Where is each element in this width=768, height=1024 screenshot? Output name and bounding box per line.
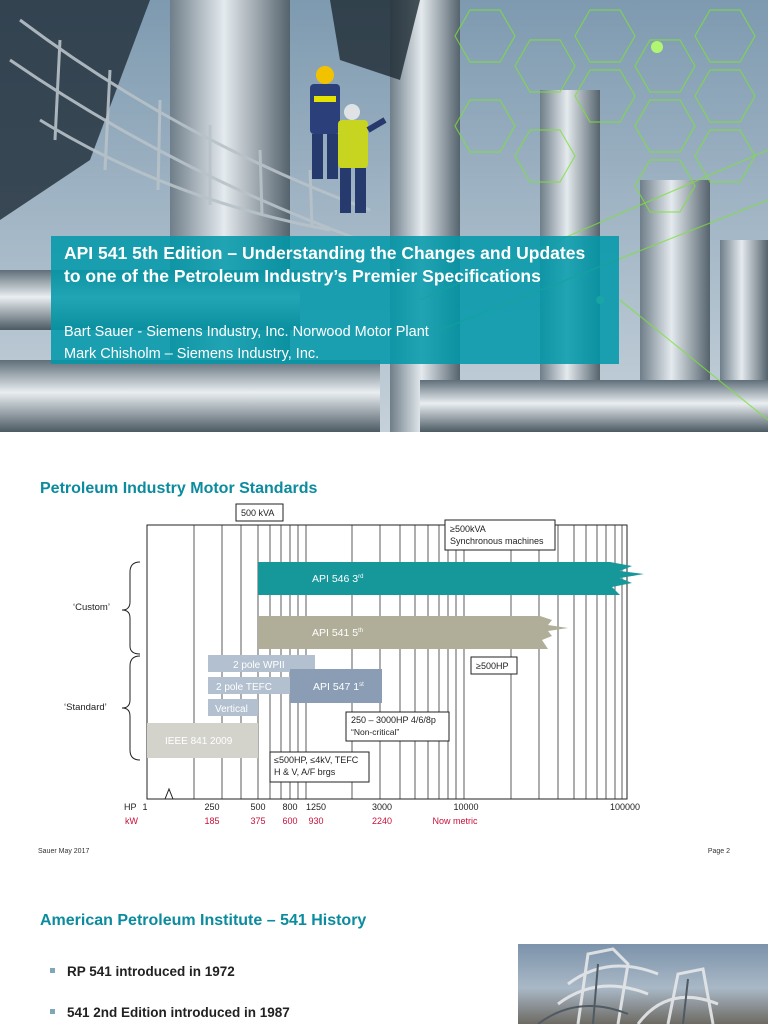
hp-tick-100000: 100000 [609, 802, 641, 812]
kw-tick-185: 185 [204, 816, 220, 826]
footer-page-number: Page 2 [707, 848, 730, 855]
standard-brace [122, 656, 140, 760]
label-sync-line-2: Synchronous machines [450, 536, 544, 546]
label-custom: ‘Custom’ [73, 602, 110, 613]
note-range-line-2: “Non-critical” [351, 727, 400, 737]
label-standard: ‘Standard’ [64, 702, 107, 713]
bullet-item [50, 964, 235, 979]
note-low-line-1: ≤500HP, ≤4kV, TEFC [274, 755, 359, 765]
bullet-square-icon [50, 1009, 55, 1014]
kw-tick-375: 375 [250, 816, 266, 826]
hp-tick-800: 800 [282, 802, 298, 812]
hp-tick-labels [142, 802, 640, 812]
kw-axis-label: kW [125, 816, 138, 826]
hp-tick-1: 1 [142, 802, 148, 812]
hp-tick-500: 500 [250, 802, 266, 812]
bar-api-541 [258, 616, 568, 649]
label-sync-line-1: ≥500kVA [450, 524, 486, 534]
title-slide [0, 0, 768, 432]
note-low-line-2: H & V, A/F brgs [274, 767, 336, 777]
author-line-1: Bart Sauer - Siemens Industry, Inc. Norwood Motor Plant [64, 324, 429, 340]
title-banner [51, 236, 619, 364]
history-slide [0, 864, 768, 1024]
standards-slide [0, 432, 768, 864]
bar-api-547-label: API 547 1st [313, 681, 364, 693]
presentation-title: API 541 5th Edition – Understanding the Changes and Updates to one of the Petroleum Industry’s Premier Specifications [64, 243, 586, 286]
author-line-2: Mark Chisholm – Siemens Industry, Inc. [64, 346, 320, 362]
bar-2-pole-wpii-label: 2 pole WPII [233, 660, 285, 671]
kw-tick-2240: 2240 [371, 816, 393, 826]
kw-tick-600: 600 [282, 816, 298, 826]
label-500-kva: 500 kVA [241, 508, 275, 518]
bullet-item [50, 1005, 290, 1020]
bar-2-pole-tefc-label: 2 pole TEFC [216, 682, 272, 693]
bar-ieee-841-label: IEEE 841 2009 [165, 736, 233, 747]
refinery-photo [0, 0, 768, 432]
hp-tick-10000: 10000 [453, 802, 479, 812]
slide-title: American Petroleum Institute – 541 History [40, 912, 367, 929]
bullet-text: RP 541 introduced in 1972 [67, 964, 235, 979]
bar-vertical-label: Vertical [215, 704, 248, 715]
note-range-line-1: 250 – 3000HP 4/6/8p [351, 715, 436, 725]
kw-tick-930: 930 [308, 816, 324, 826]
kw-tick-now-metric: Now metric [432, 816, 478, 826]
hp-tick-3000: 3000 [371, 802, 393, 812]
footer-author-date: Sauer May 2017 [38, 848, 90, 855]
custom-brace [122, 562, 140, 654]
bar-api-546-label: API 546 3rd [312, 573, 364, 585]
bullet-square-icon [50, 968, 55, 973]
bar-api-541-label: API 541 5th [312, 627, 364, 639]
refinery-tower-photo [518, 944, 768, 1024]
motor-standards-chart [0, 432, 768, 864]
note-500hp: ≥500HP [476, 661, 509, 671]
hp-tick-250: 250 [204, 802, 220, 812]
kw-tick-labels [204, 816, 478, 826]
slide-title: Petroleum Industry Motor Standards [40, 480, 318, 497]
bullet-text: 541 2nd Edition introduced in 1987 [67, 1005, 290, 1020]
hp-axis-label: HP [124, 802, 137, 812]
hp-tick-1250: 1250 [305, 802, 327, 812]
